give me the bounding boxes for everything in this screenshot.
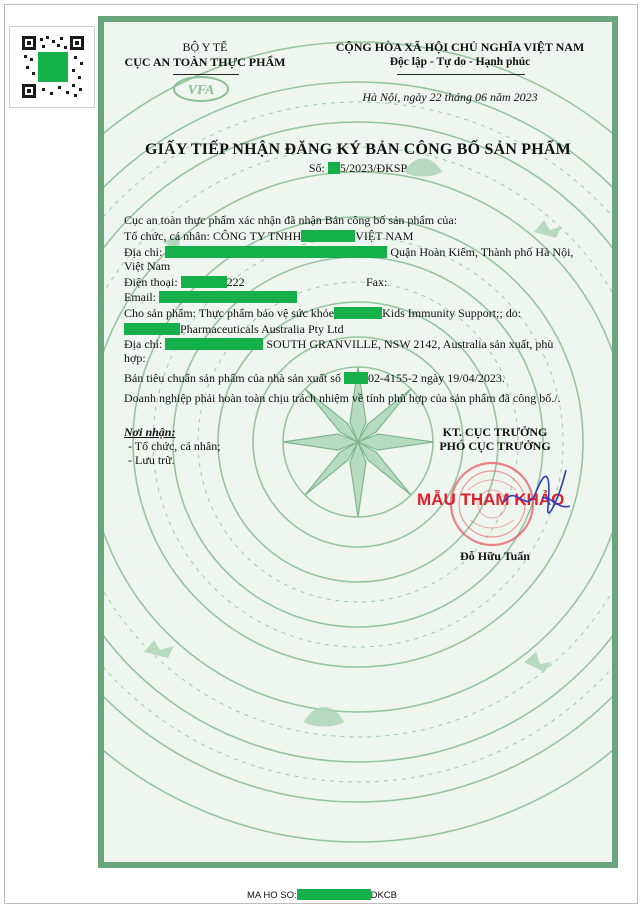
footer-label: MA HO SO: [246,890,297,901]
recipients-block [124,425,221,467]
address-label: Địa chỉ: [124,245,163,259]
redaction [165,338,263,350]
fax-label: Fax: [366,275,388,289]
org-line [124,229,413,243]
responsibility-text: Doanh nghiệp phải hoàn toàn chịu trách nhiệm về tính phù hợp của sản phẩm đã công bố./. [124,391,561,405]
maker-name: Pharmaceuticals Australia Pty Ltd [180,322,344,336]
address-text: Quận Hoàn Kiếm, Thành phố Hà Nội, [390,245,574,259]
phone-text: 222 [226,275,245,289]
product-text: Thực phẩm bảo vệ sức khỏe [198,306,335,320]
email-line [124,290,297,304]
vfa-logo-text: VFA [187,83,215,98]
redaction [159,291,297,303]
issue-date: Hà Nội, ngày 22 tháng 06 năm 2023 [362,90,538,104]
address-line-2 [124,259,170,273]
document-title: GIẤY TIẾP NHẬN ĐĂNG KÝ BẢN CÔNG BỐ SẢN PHẨM [145,141,571,158]
redaction [344,372,368,384]
phone-line [124,275,245,289]
maker-address-text: SOUTH GRANVILLE, NSW 2142, Australia sản xuất, phù [266,337,554,351]
vfa-logo [172,74,230,104]
maker-address-label: Địa chỉ: [124,337,163,351]
country-header [300,40,620,70]
redaction [124,323,180,335]
maker-address-text-2: hợp: [124,351,146,365]
footer-record-code [0,889,644,901]
document-number [98,161,618,176]
signer-title-2: PHÓ CỤC TRƯỞNG [439,439,551,453]
signer-title-1: KT. CỤC TRƯỞNG [442,425,548,439]
motto: Độc lập - Tự do - Hạnh phúc [389,56,531,68]
country-name: CỘNG HÒA XÃ HỘI CHỦ NGHĨA VIỆT NAM [335,40,585,54]
signer-name: Đỗ Hữu Tuấn [460,549,530,563]
maker-address-line-2 [124,351,146,365]
intro-text: Cục an toàn thực phẩm xác nhận đã nhận Bản công bố sản phẩm của: [124,213,458,227]
email-label: Email: [124,290,156,304]
responsibility-line [124,391,561,405]
address-text-2: Việt Nam [124,259,171,273]
issuer-header [110,40,300,70]
redaction [334,307,382,319]
standard-text: 02-4155-2 ngày 19/04/2023. [367,371,505,385]
redaction [301,230,355,242]
signer-block [390,425,600,453]
maker-line [124,322,344,336]
recipients-title: Nơi nhận: [124,425,176,439]
org-label: Tổ chức, cá nhân: [124,229,210,243]
number-prefix: Số: [308,161,325,175]
qr-code-icon [22,36,84,98]
redaction [165,246,387,258]
product-text: Kids Immunity Support;; do: [382,306,522,320]
address-line [124,245,573,259]
footer-suffix: DKCB [370,890,398,901]
fax-line [366,275,387,289]
motto-underline [397,74,525,75]
redaction [181,276,227,288]
redaction [297,889,371,900]
standard-text: Bản tiêu chuẩn sản phẩm của nhà sản xuất số [124,371,341,385]
number-suffix: 5/2023/ĐKSP [339,161,408,175]
signature [496,462,576,532]
recipient-item: - Lưu trữ. [128,453,175,467]
agency-name: CỤC AN TOÀN THỰC PHẨM [124,55,286,69]
org-name-part: CÔNG TY TNHH [212,229,302,243]
recipient-item: - Tổ chức, cá nhân; [128,439,221,453]
product-label: Cho sản phẩm: [124,306,196,320]
qr-code [9,26,95,108]
intro-line [124,213,457,227]
standard-line [124,371,505,385]
product-line [124,306,521,320]
org-name-part: VIỆT NAM [355,229,414,243]
maker-address-line [124,337,553,351]
phone-label: Điện thoại: [124,275,178,289]
sample-watermark: MẪU THAM KHẢO [417,490,565,509]
agency-underline [173,74,239,75]
redaction [328,162,340,174]
ministry-name: BỘ Y TẾ [182,40,228,54]
